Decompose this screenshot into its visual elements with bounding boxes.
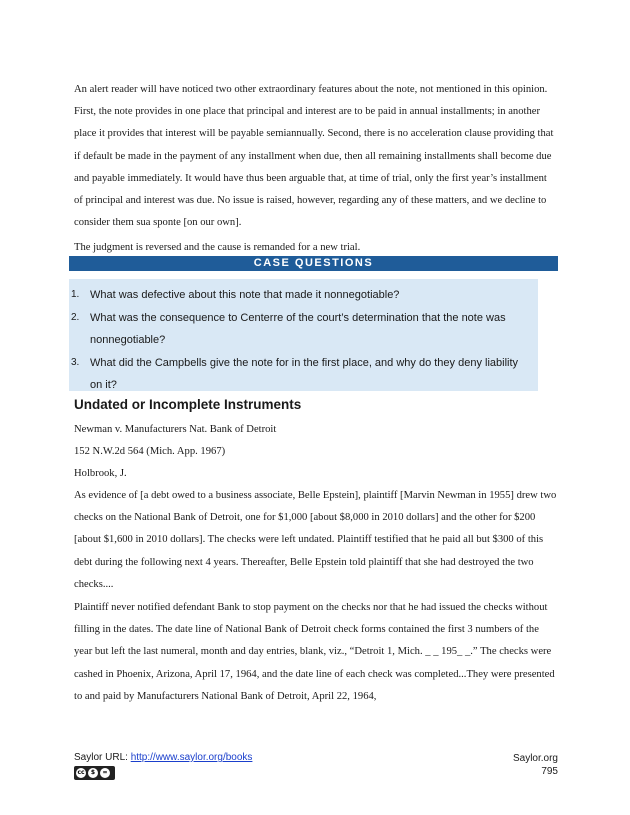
footer-saylor-url [74,752,252,763]
footer-url-label: Saylor URL: [74,752,128,763]
creative-commons-icon [74,766,115,780]
footer-right [513,752,558,778]
by-glyph: $ [88,768,98,778]
footer-url-link[interactable]: http://www.saylor.org/books [130,752,253,763]
case-question-2 [69,307,531,352]
cc-glyph: cc [77,769,85,776]
opinion-paragraph: An alert reader will have noticed two other extraordinary features about the note, not mentioned in this opinion. First, the note provides in one place that principal and interest are to be paid in annual installments; in another place it provides that interest will be payable semiannually. Second, there is no acceleration clause providing that if default be made in the payment of any installment when due, then all remaining installments shall become due and payable immediately. It would have thus been arguable that, at time of trial, only the first year’s installment of principal and interest was due. No issue is raised, however, regarding any of these matters, and we decline to consider them sua sponte [on our own]. [74,84,554,229]
question-number: 2. [71,311,80,323]
case-question-3 [69,352,531,397]
case-name: Newman v. Manufacturers Nat. Bank of Detroit [74,424,277,435]
question-number: 3. [71,356,80,368]
footer-site: Saylor.org [512,753,558,764]
question-text: What was the consequence to Centerre of the court’s determination that the note was nonnegotiable? [90,311,506,346]
question-text: What was defective about this note that made it nonnegotiable? [90,289,400,301]
case-questions-banner: CASE QUESTIONS [69,256,558,271]
question-number: 1. [71,289,80,300]
case-citation: 152 N.W.2d 564 (Mich. App. 1967) [74,446,226,457]
judgment-line: The judgment is reversed and the cause is remanded for a new trial. [74,242,361,253]
case-paragraph-1: As evidence of [a debt owed to a business associate, Belle Epstein], plaintiff [Marvin Newman in 1955] drew two checks on the National Bank of Detroit, one for $1,000 [about $8,000 in 2010 dollars] and the other for $200 [about $1,600 in 2010 dollars]. The checks were left undated. Plaintiff testified that he paid all but $300 of this debt during the following next 4 years. Thereafter, Belle Epstein told plaintiff that she had destroyed the two checks.... [74,490,557,590]
case-questions-list [69,284,531,397]
judge-name: Holbrook, J. [74,468,127,479]
case-paragraph-2: Plaintiff never notified defendant Bank to stop payment on the checks nor that he had issued the checks without filling in the dates. The date line of National Bank of Detroit check forms contained the first 3 numbers of the year but left the last numeral, month and day entries, blank, viz., “Detroit 1, Mich. _ _ 195_ _.” The checks were cashed in Phoenix, Arizona, April 17, 1964, and the date line of each check was completed...They were presented to and paid by Manufacturers National Bank of Detroit, April 22, 1964, [74,602,555,702]
case-question-1 [69,284,531,307]
question-text: What did the Campbells give the note for in the first place, and why do they deny liability on it? [90,356,519,391]
page-number: 795 [541,766,558,777]
section-heading: Undated or Incomplete Instruments [74,397,302,412]
nd-glyph: = [100,768,110,778]
